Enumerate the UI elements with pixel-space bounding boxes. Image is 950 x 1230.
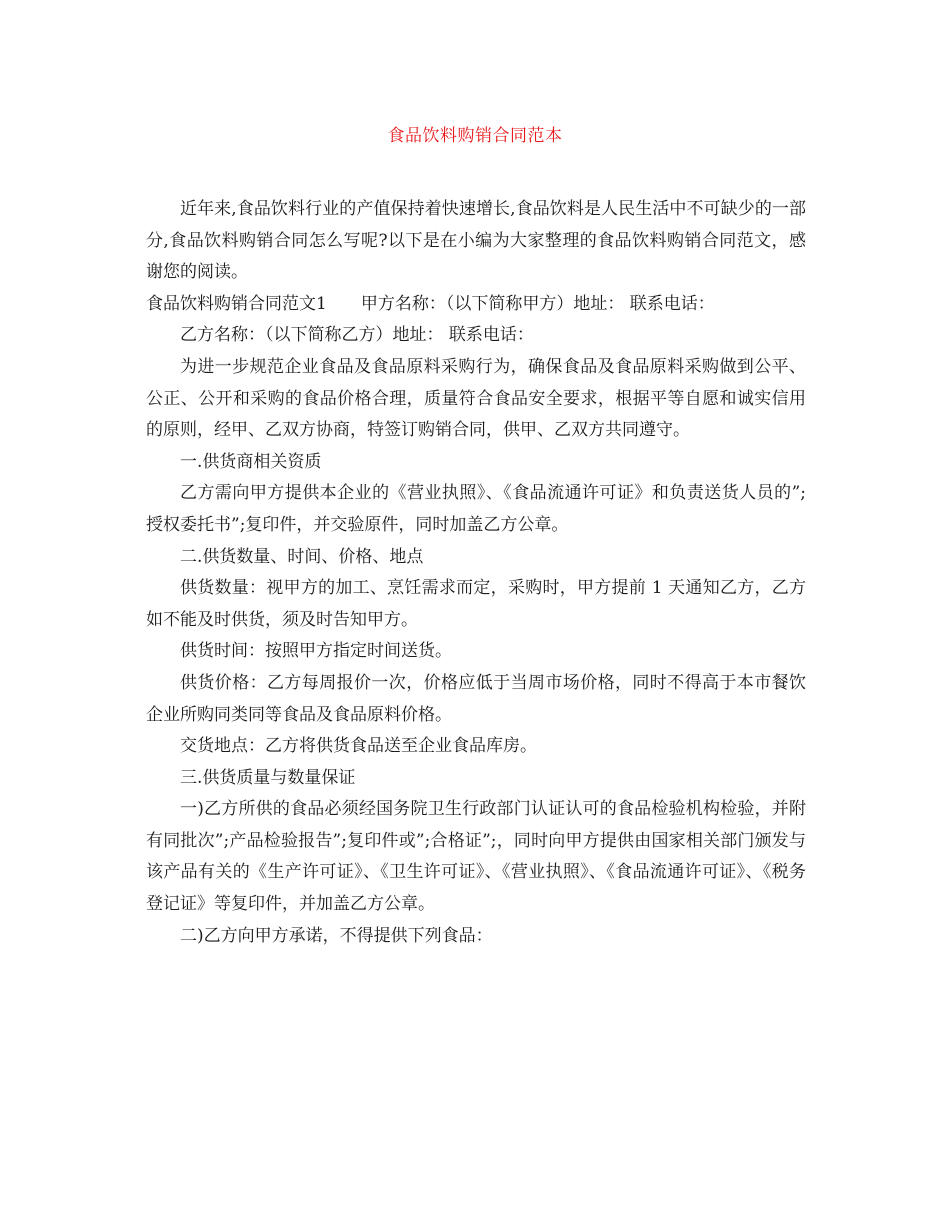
section2-title: 二.供货数量、时间、价格、地点 (180, 546, 424, 567)
party-b-info: 乙方名称：（以下简称乙方）地址： 联系电话： (180, 325, 534, 346)
document-body (146, 194, 806, 952)
purpose-paragraph: 为进一步规范企业食品及食品原料采购行为，确保食品及食品原料采购做到公平、公正、公开和采购的食品价格合理，质量符合食品安全要求，根据平等自愿和诚实信用的原则，经甲、乙双方协商，特签订购销合同，供甲、乙双方共同遵守。 (146, 356, 806, 441)
supply-time: 供货时间：按照甲方指定时间送货。 (180, 641, 452, 662)
supply-price: 供货价格：乙方每周报价一次，价格应低于当周市场价格，同时不得高于本市餐饮企业所购同类同等食品及食品原料价格。 (146, 672, 806, 725)
supply-quantity: 供货数量：视甲方的加工、烹饪需求而定，采购时，甲方提前 1 天通知乙方，乙方如不能及时供货，须及时告知甲方。 (146, 578, 806, 630)
document-title: 食品饮料购销合同范本 (387, 126, 563, 146)
intro-paragraph: 近年来,食品饮料行业的产值保持着快速增长,食品饮料是人民生活中不可缺少的一部分,食品饮料购销合同怎么写呢?以下是在小编为大家整理的食品饮料购销合同范文，感谢您的阅读。 (146, 199, 806, 283)
section3-title: 三.供货质量与数量保证 (180, 767, 356, 788)
section1-title: 一.供货商相关资质 (180, 451, 322, 472)
clause-2: 二)乙方向甲方承诺，不得提供下列食品： (180, 925, 493, 946)
sample-heading: 食品饮料购销合同范文1 (146, 293, 327, 314)
party-a-info: 甲方名称：（以下简称甲方）地址： 联系电话： (360, 293, 715, 314)
clause-1: 一)乙方所供的食品必须经国务院卫生行政部门认证认可的食品检验机构检验，并附有同批次”;产品检验报告”;复印件或”;合格证”;，同时向甲方提供由国家相关部门颁发与该产品有关的《生产许可证》、《卫生许可证》、《营业执照》、《食品流通许可证》、《税务登记证》等复印件，并加盖乙方公章。 (146, 799, 806, 915)
delivery-place: 交货地点：乙方将供货食品送至企业食品库房。 (180, 736, 537, 757)
sample-heading-line (146, 289, 806, 321)
section1-text: 乙方需向甲方提供本企业的《营业执照》、《食品流通许可证》和负责送货人员的”;授权委托书”;复印件，并交验原件，同时加盖乙方公章。 (146, 483, 806, 535)
